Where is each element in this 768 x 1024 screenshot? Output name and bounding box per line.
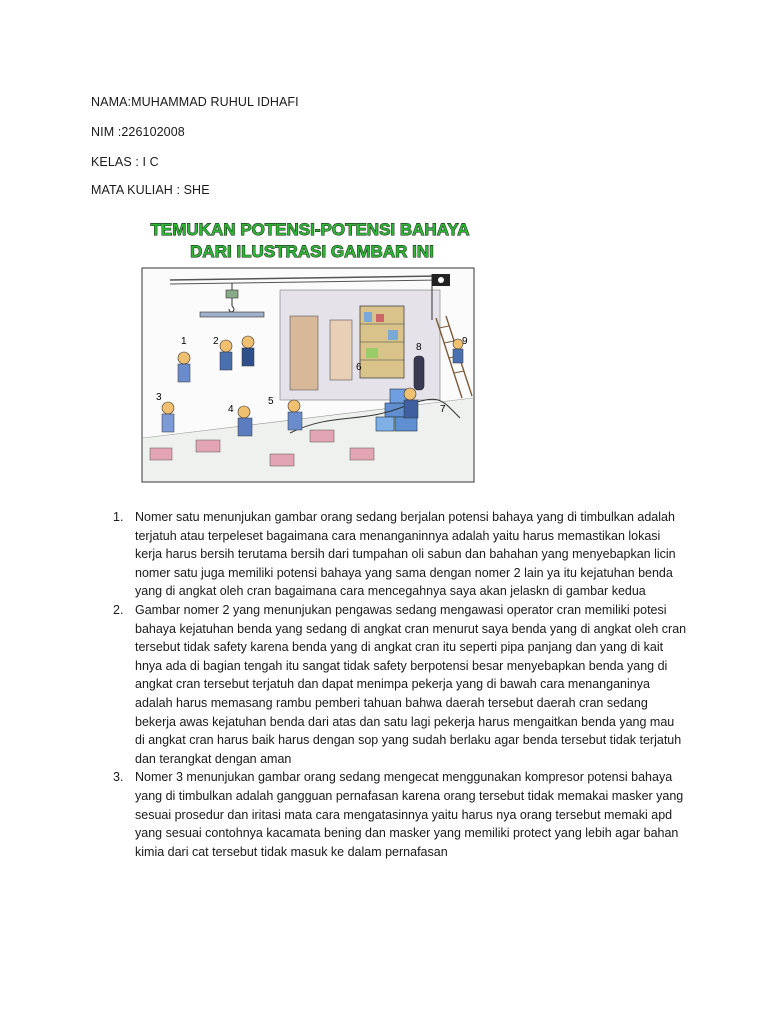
answer-list <box>91 508 687 861</box>
answer-number: 2. <box>113 602 124 617</box>
worker-figure-icon <box>220 340 232 370</box>
gas-cylinder-icon <box>414 356 424 390</box>
worker-figure-icon <box>242 336 254 366</box>
hazard-number: 8 <box>416 342 422 353</box>
student-name: NAMA:MUHAMMAD RUHUL IDHAFI <box>91 95 299 109</box>
worker-figure-icon <box>178 352 190 382</box>
shelf-icon <box>360 306 404 378</box>
answer-item <box>91 768 687 861</box>
worker-figure-icon <box>162 402 174 432</box>
illustration-title-line1: TEMUKAN POTENSI-POTENSI BAHAYA <box>150 220 470 239</box>
worker-figure-icon <box>238 406 252 436</box>
hazard-number: 4 <box>228 404 234 415</box>
answer-item <box>91 601 687 768</box>
illustration-title-line2: DARI ILUSTRASI GAMBAR INI <box>190 242 434 261</box>
hazard-number: 7 <box>440 404 446 415</box>
hazard-illustration <box>140 208 476 484</box>
answer-number: 3. <box>113 770 124 785</box>
answer-text: Nomer 3 menunjukan gambar orang sedang mengecat menggunakan kompresor potensi bahaya yang di timbulkan adalah gangguan pernafasan karena orang tersebut tidak memakai masker yang sesuai prosedur dan iritasi mata cara mengatasinnya yaitu harus nya orang tersebut memaki apd yang sesuai contohnya kacamata bening dan masker yang memiliki protect yang lebih agar bahan kimia dari cat tersebut tidak masuk ke dalam pernafasan <box>135 770 684 859</box>
answer-item <box>91 508 687 601</box>
hazard-number: 1 <box>181 336 187 347</box>
student-class: KELAS : I C <box>91 155 159 169</box>
hazard-number: 5 <box>268 396 274 407</box>
worker-figure-icon <box>288 400 302 430</box>
hazard-number: 6 <box>356 362 362 373</box>
answer-number: 1. <box>113 510 124 524</box>
student-nim: NIM :226102008 <box>91 125 185 139</box>
answer-text: Gambar nomer 2 yang menunjukan pengawas sedang mengawasi operator cran memiliki potesi bahaya kejatuhan benda yang sedang di angkat cran menurut saya benda yang di angkat oleh cran tersebut tidak safety karena benda yang di angkat cran itu seperti pipa panjang dan yang di kait hnya ada di bagian tengah itu sangat tidak safety berpotensi besar menyebapkan benda yang di angkat cran tersebut terjatuh dan dapat menimpa pekerja yang di bawah cara menanganinya adalah harus memasang rambu pemberi tahuan bahwa daerah tersebut daerah cran sedang bekerja awas kejatuhan benda dari atas dan satu lagi pekerja harus mengaitkan benda yang mau di angkat cran harus baik harus dengan sop yang sudah berlaku agar benda tersebut tidak terjatuh dan terangkat dengan aman <box>135 602 687 766</box>
worker-figure-icon <box>404 388 418 418</box>
hazard-number: 2 <box>213 336 219 347</box>
hazard-number: 3 <box>156 392 162 403</box>
course-name: MATA KULIAH : SHE <box>91 183 210 197</box>
answer-text: Nomer satu menunjukan gambar orang sedang berjalan potensi bahaya yang di timbulkan adalah terjatuh atau terpeleset bagaimana cara menanganinnya adalah yaitu harus memastikan lokasi kerja harus bersih terutama bersih dari tumpahan oli sabun dan bahahan yang menyebapkan licin nomer satu juga memiliki potensi bahaya yang sama dengan nomer 2 lain ya itu kejatuhan benda yang di angkat oleh cran bagaimana cara mencegahnya saya akan jelaskn di gambar kedua <box>135 510 676 599</box>
hazard-number: 9 <box>462 336 468 347</box>
